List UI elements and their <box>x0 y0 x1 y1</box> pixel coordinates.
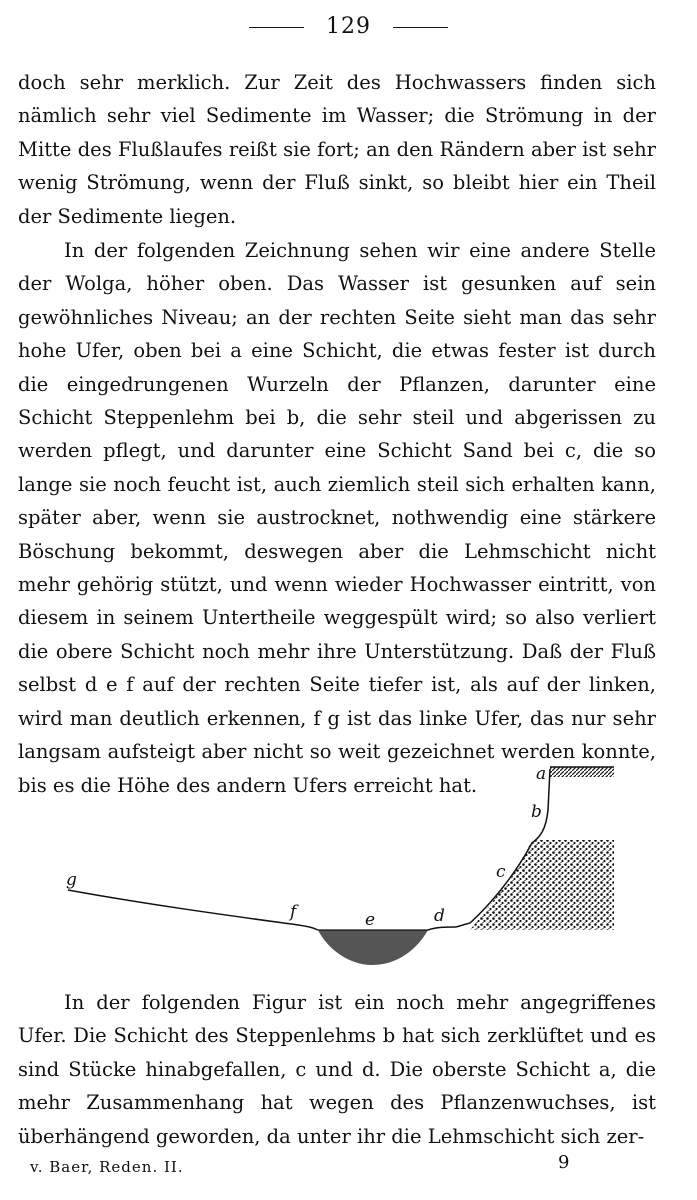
river-water <box>318 930 428 965</box>
label-e: e <box>365 910 376 930</box>
label-f: f <box>290 902 297 922</box>
label-a: a <box>536 764 547 784</box>
riverbank-diagram <box>0 755 697 985</box>
footer-sheet-number: 9 <box>558 1152 570 1173</box>
riverbed-d <box>428 927 456 930</box>
label-d: d <box>434 906 445 926</box>
label-c: c <box>496 862 506 882</box>
layer-c-sand <box>470 840 614 930</box>
label-g: g <box>66 870 77 890</box>
page-number: 129 <box>326 14 371 39</box>
layer-a-soil <box>550 767 614 777</box>
header-rule-left <box>249 27 304 28</box>
paragraph-1: doch sehr merklich. Zur Zeit des Hochwassers finden sich nämlich sehr viel Sedimente im Wasser; die Strömung in der Mitte des Flußlaufes reißt sie fort; an den Rändern aber ist sehr wenig Strömung, wenn der Fluß sinkt, so bleibt hier ein Theil der Sedimente liegen. <box>18 71 656 228</box>
left-bank-profile <box>68 890 318 930</box>
label-b: b <box>531 802 542 822</box>
paragraph-2: In der folgenden Zeichnung sehen wir eine andere Stelle der Wolga, höher oben. Das Wasser ist gesunken auf sein gewöhnliches Niveau; an der rechten Seite sieht man das sehr hohe Ufer, oben bei a eine Schicht, die etwas fester ist durch die eingedrungenen Wurzeln der Pflanzen, darunter eine Schicht Steppenlehm bei b, die sehr steil und abgerissen zu werden pflegt, und darunter eine Schicht Sand bei c, die so lange sie noch feucht ist, auch ziemlich steil sich erhalten kann, später aber, wenn sie austrocknet, nothwendig eine stärkere Böschung bekommt, deswegen aber die Lehmschicht nicht mehr gehörig stützt, und wenn wieder Hochwasser eintritt, von diesem in seinem Untertheile weggespült wird; so also verliert die obere Schicht noch mehr ihre Unterstützung. Daß der Fluß selbst d e f auf der rechten Seite tiefer ist, als auf der linken, wird man deutlich erkennen, f g ist das linke Ufer, das nur sehr langsam aufsteigt aber nicht so weit gezeichnet werden konnte, bis es die Höhe des andern Ufers erreicht hat. <box>18 239 656 797</box>
riverbank-figure <box>0 755 697 985</box>
page-header <box>0 14 697 39</box>
paragraph-3: In der folgenden Figur ist ein noch mehr angegriffenes Ufer. Die Schicht des Steppenlehms b hat sich zerklüftet und es sind Stücke hinabgefallen, c und d. Die oberste Schicht a, die mehr Zusammenhang hat wegen des Pflanzenwuchses, ist überhängend geworden, da unter ihr die Lehmschicht sich zer- <box>18 991 656 1148</box>
footer-signature: v. Baer, Reden. II. <box>30 1158 184 1176</box>
header-rule-right <box>393 27 448 28</box>
